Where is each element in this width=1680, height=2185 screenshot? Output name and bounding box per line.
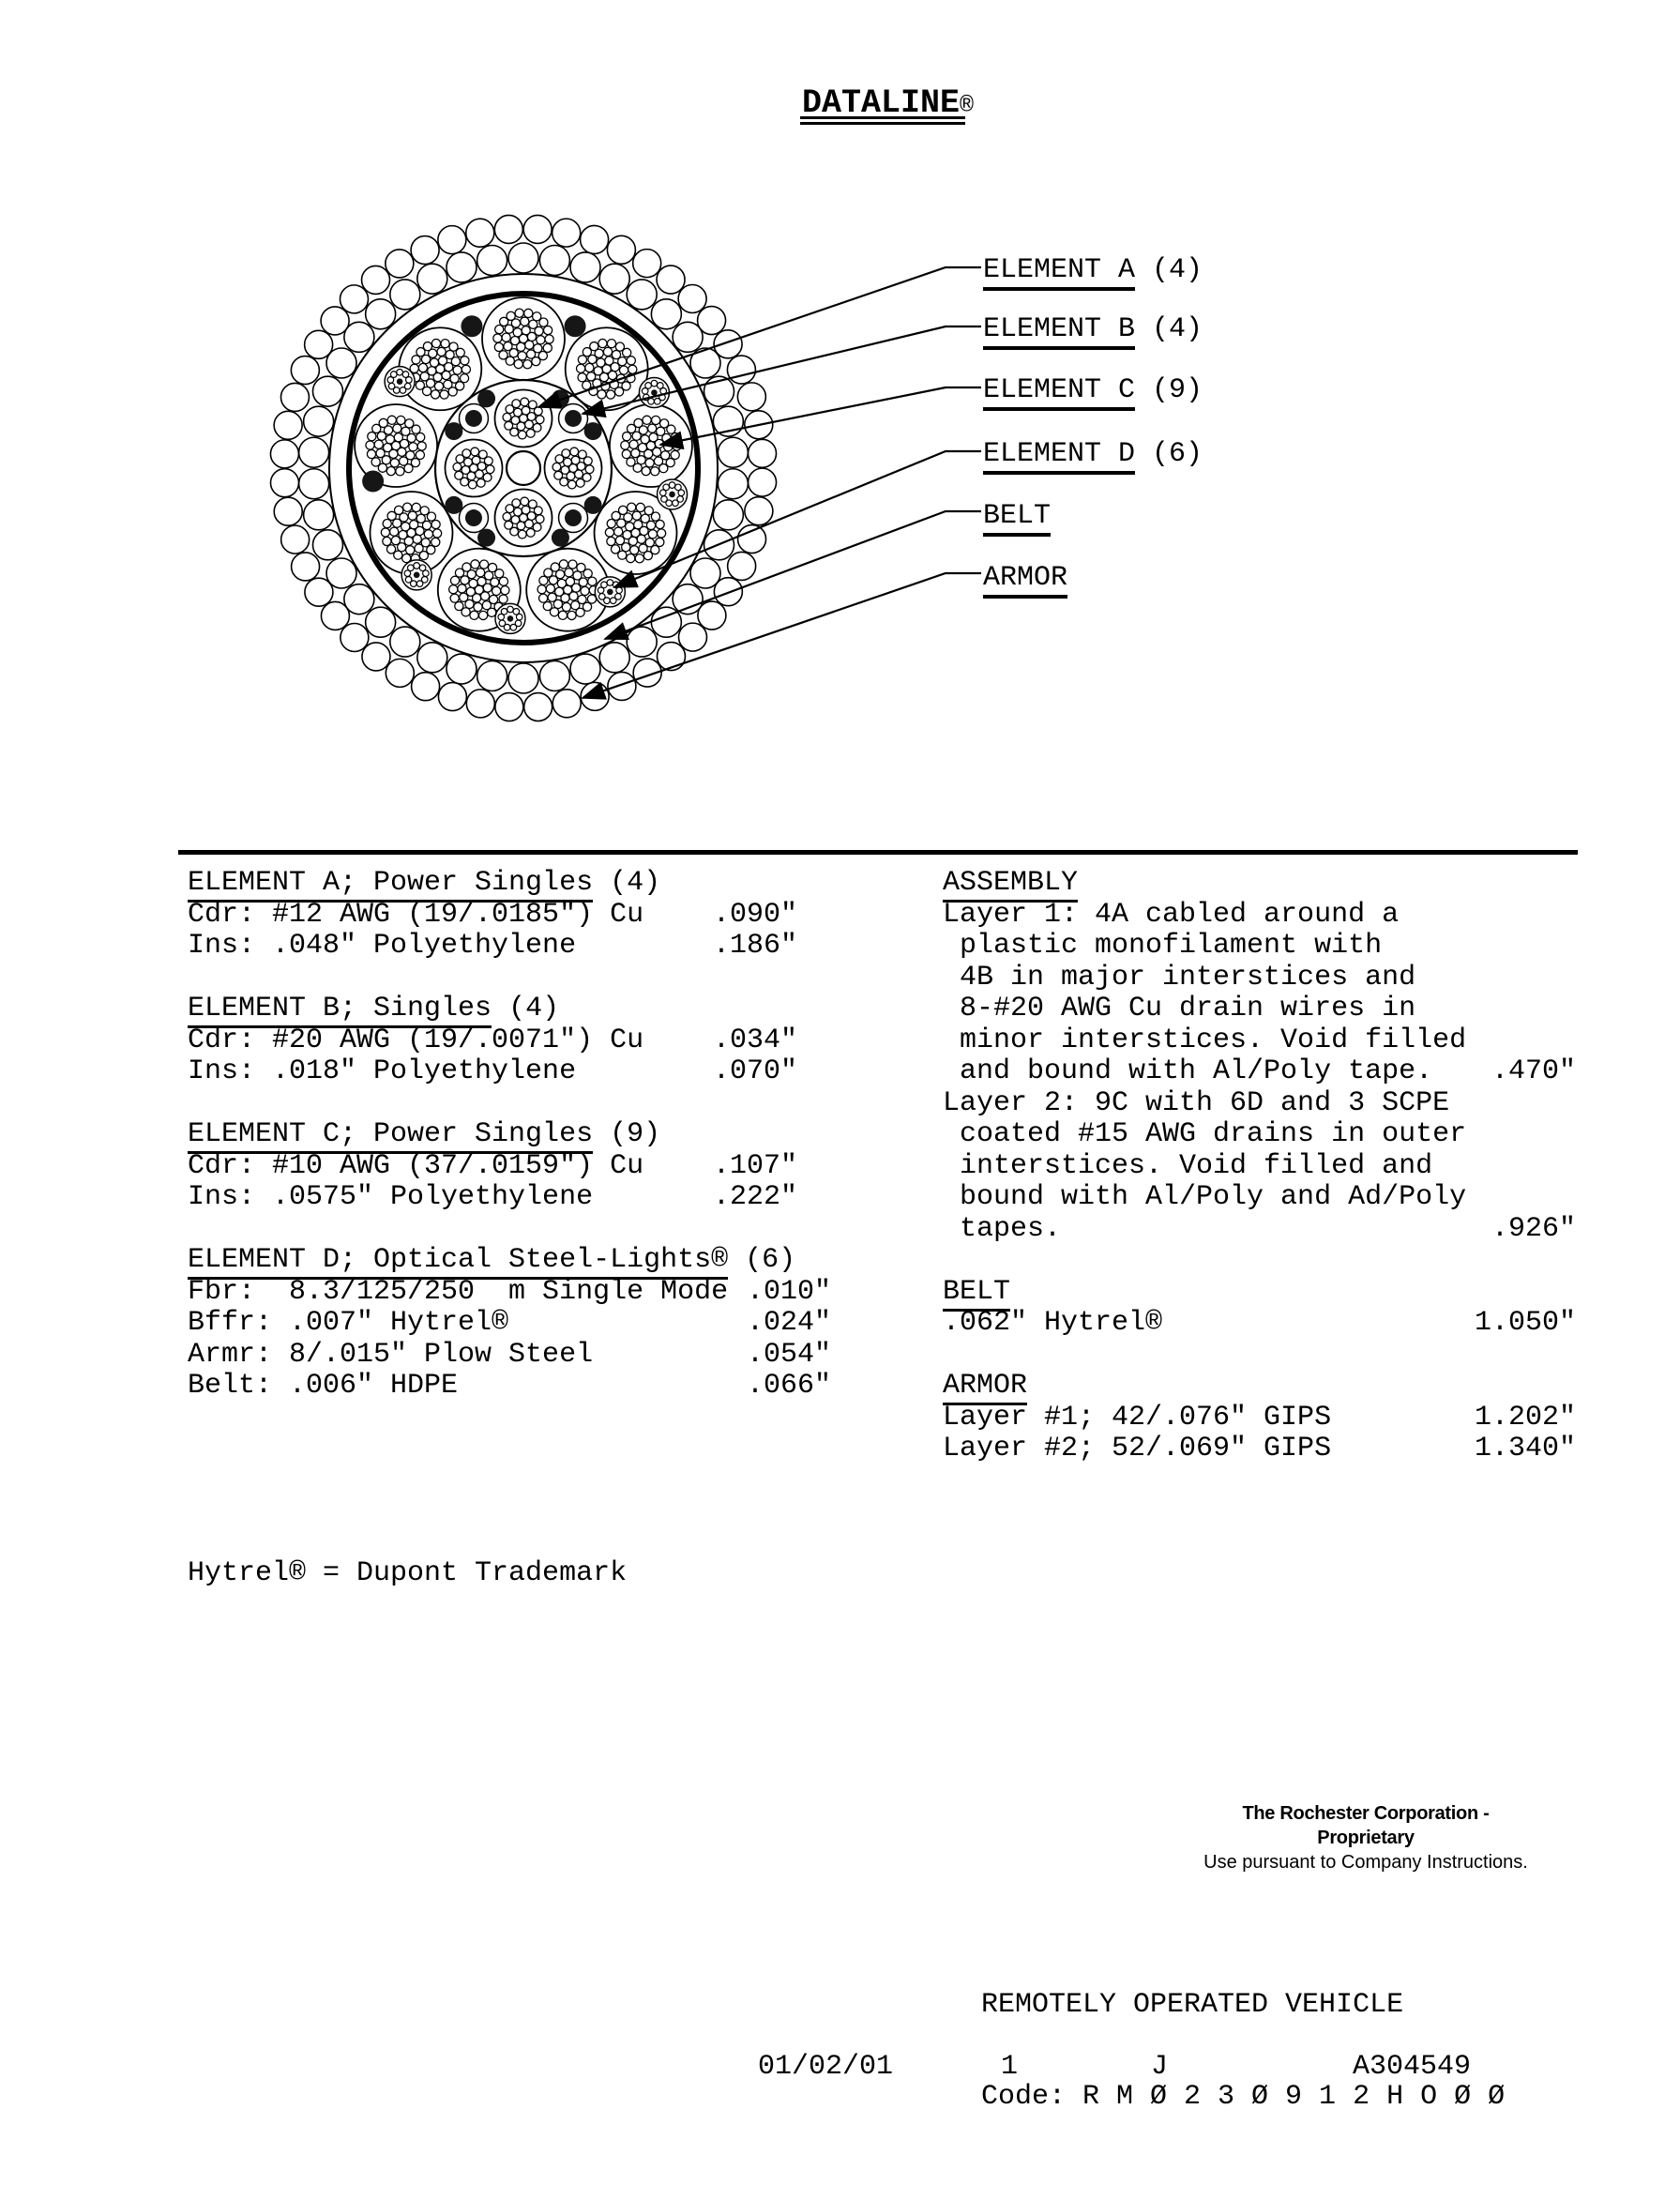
title-underline <box>800 116 965 125</box>
spec-row-text: Layer #2; 52/.069" GIPS <box>943 1433 1332 1464</box>
spec-row <box>188 1308 831 1340</box>
callout-label-underlined: BELT <box>983 500 1051 537</box>
callout-label-underlined: ELEMENT C <box>983 374 1135 411</box>
spec-row <box>188 931 797 963</box>
callout-label <box>983 313 1203 345</box>
spec-row <box>943 1088 1576 1120</box>
callout-label-underlined: ELEMENT A <box>983 254 1135 291</box>
spec-row <box>943 963 1576 994</box>
spec-row <box>188 1056 797 1088</box>
spec-row-value: .090" <box>712 898 797 931</box>
spec-row <box>943 1119 1576 1151</box>
divider-rule <box>178 850 1578 855</box>
title-text: DATALINE <box>802 84 961 122</box>
spec-section-header-underlined: ARMOR <box>943 1370 1027 1405</box>
footer-date: 01/02/01 <box>758 2051 894 2083</box>
spec-row <box>943 1182 1576 1214</box>
cable-cross-section-diagram <box>235 188 994 769</box>
spec-section-count: (9) <box>593 1118 661 1150</box>
spec-row <box>188 1277 831 1309</box>
spec-row-value: .066" <box>746 1370 831 1402</box>
spec-row <box>188 1151 797 1183</box>
spec-row-text: minor interstices. Void filled <box>943 1024 1467 1056</box>
product-code: Code: R M Ø 2 3 Ø 9 1 2 H O Ø Ø <box>981 2080 1506 2113</box>
spec-row-value: 1.202" <box>1474 1401 1576 1434</box>
spec-section-header-underlined: ASSEMBLY <box>943 867 1078 903</box>
spec-row <box>943 1214 1576 1246</box>
callout-count: (4) <box>1135 313 1203 345</box>
callout-label <box>983 374 1203 406</box>
spec-row <box>943 1434 1576 1465</box>
spec-section-header-underlined: ELEMENT B; Singles <box>188 993 492 1028</box>
spec-row-text: Ins: .048" Polyethylene <box>188 930 577 962</box>
spec-section-header-underlined: ELEMENT A; Power Singles <box>188 867 593 903</box>
spec-section-header <box>188 1119 835 1151</box>
spec-row-text: Armr: 8/.015" Plow Steel <box>188 1338 594 1371</box>
callout-label <box>983 438 1203 470</box>
spec-section-header <box>188 868 835 900</box>
spec-gap <box>943 1245 1576 1277</box>
callout-label <box>983 254 1203 286</box>
spec-row-value: .070" <box>712 1055 797 1087</box>
spec-row-value: .107" <box>712 1149 797 1182</box>
spec-row <box>188 1182 797 1214</box>
spec-row-text: Layer 2: 9C with 6D and 3 SCPE <box>943 1086 1450 1119</box>
trademark-note: Hytrel® = Dupont Trademark <box>188 1557 628 1589</box>
spec-gap <box>188 1088 835 1120</box>
spec-section-header-underlined: ELEMENT C; Power Singles <box>188 1118 593 1154</box>
spec-row-value: .010" <box>746 1275 831 1308</box>
spec-row-value: .024" <box>746 1307 831 1339</box>
spec-row-text: Cdr: #10 AWG (37/.0159") Cu <box>188 1149 644 1182</box>
callout-label-underlined: ARMOR <box>983 562 1067 599</box>
spec-row <box>188 1025 797 1057</box>
footer-drawing-number: A304549 <box>1353 2051 1472 2083</box>
proprietary-line1: The Rochester Corporation -Proprietary <box>1242 1803 1490 1848</box>
cable-art <box>270 215 776 721</box>
spec-section-header <box>943 1371 1576 1403</box>
callout-label-underlined: ELEMENT D <box>983 438 1135 475</box>
spec-row-text: plastic monofilament with <box>943 930 1383 962</box>
footer-sheet-number: 1 <box>1001 2051 1019 2083</box>
spec-row <box>943 900 1576 932</box>
spec-row-value: .470" <box>1491 1055 1576 1087</box>
spec-section-header-underlined: ELEMENT D; Optical Steel-Lights® <box>188 1244 728 1280</box>
callout-label <box>983 562 1067 594</box>
spec-row <box>943 1056 1576 1088</box>
spec-section-header <box>943 1277 1576 1309</box>
spec-gap <box>943 1340 1576 1372</box>
callout-label <box>983 500 1051 532</box>
spec-row-text: Cdr: #12 AWG (19/.0185") Cu <box>188 898 644 931</box>
spec-row-text: 8-#20 AWG Cu drain wires in <box>943 993 1416 1024</box>
proprietary-block <box>1203 1801 1529 1874</box>
spec-row-text: bound with Al/Poly and Ad/Poly <box>943 1181 1467 1213</box>
spec-row <box>943 1403 1576 1434</box>
spec-row <box>943 1151 1576 1183</box>
spec-column-left <box>188 868 835 1403</box>
callout-count: (9) <box>1135 374 1203 406</box>
callout-count: (6) <box>1135 438 1203 470</box>
spec-gap <box>188 1214 835 1246</box>
spec-section-count: (4) <box>492 993 560 1024</box>
product-title: REMOTELY OPERATED VEHICLE <box>981 1989 1404 2021</box>
footer-revision: J <box>1151 2051 1169 2083</box>
spec-column-right <box>943 868 1576 1465</box>
spec-row <box>943 1025 1576 1057</box>
spec-row-text: Belt: .006" HDPE <box>188 1370 459 1402</box>
spec-row-text: Layer #1; 42/.076" GIPS <box>943 1401 1332 1434</box>
callout-count: (4) <box>1135 254 1203 286</box>
callout-label-underlined: ELEMENT B <box>983 313 1135 350</box>
spec-row-text: coated #15 AWG drains in outer <box>943 1118 1467 1150</box>
spec-row-text: Ins: .0575" Polyethylene <box>188 1181 594 1213</box>
spec-section-header <box>188 1245 835 1277</box>
proprietary-line2: Use pursuant to Company Instructions. <box>1203 1852 1528 1873</box>
spec-row-value: 1.050" <box>1474 1307 1576 1339</box>
spec-section-count: (6) <box>728 1244 796 1276</box>
spec-row-value: .054" <box>746 1338 831 1371</box>
spec-row-text: and bound with Al/Poly tape. <box>943 1055 1433 1087</box>
spec-row <box>943 994 1576 1025</box>
spec-section-header-underlined: BELT <box>943 1276 1010 1312</box>
spec-row-text: tapes. <box>943 1212 1062 1245</box>
spec-row-text: 4B in major interstices and <box>943 961 1416 994</box>
spec-row-value: .034" <box>712 1024 797 1056</box>
spec-row-text: Ins: .018" Polyethylene <box>188 1055 577 1087</box>
spec-row-value: .926" <box>1491 1212 1576 1245</box>
spec-row-text: interstices. Void filled and <box>943 1149 1433 1182</box>
spec-row-text: .062" Hytrel® <box>943 1307 1163 1339</box>
spec-row <box>188 900 797 932</box>
spec-row <box>943 931 1576 963</box>
spec-row-text: Fbr: 8.3/125/250 m Single Mode <box>188 1275 729 1308</box>
spec-row-text: Layer 1: 4A cabled around a <box>943 898 1400 931</box>
spec-row <box>943 1308 1576 1340</box>
spec-section-header <box>188 994 835 1025</box>
spec-row <box>188 1340 831 1372</box>
spec-section-count: (4) <box>593 867 661 899</box>
spec-row-text: Bffr: .007" Hytrel® <box>188 1307 509 1339</box>
spec-row-value: 1.340" <box>1474 1433 1576 1464</box>
spec-row <box>188 1371 831 1403</box>
spec-row-value: .186" <box>712 930 797 962</box>
registered-mark: ® <box>960 92 975 119</box>
spec-gap <box>188 963 835 994</box>
spec-row-text: Cdr: #20 AWG (19/.0071") Cu <box>188 1024 644 1056</box>
spec-section-header <box>943 868 1576 900</box>
spec-row-value: .222" <box>712 1181 797 1213</box>
